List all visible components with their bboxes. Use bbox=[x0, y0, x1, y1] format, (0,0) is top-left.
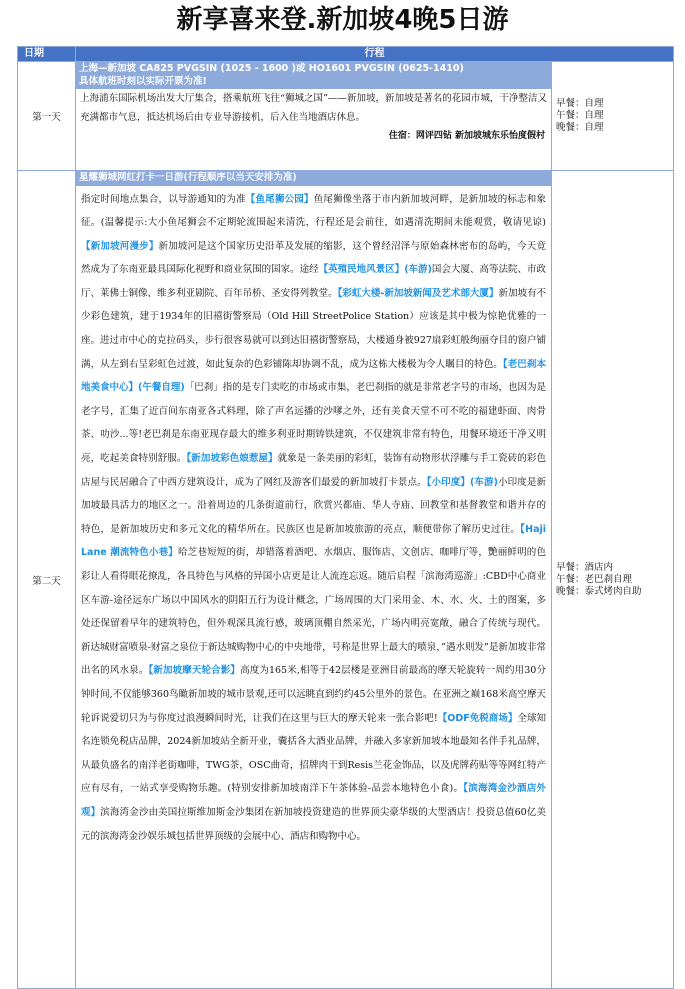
day2-meals bbox=[552, 171, 674, 989]
day1-accommodation: 住宿：网评四钻 新加坡城东乐怡度假村 bbox=[388, 131, 545, 141]
table-header-row bbox=[18, 47, 674, 62]
attraction-highlight: 【新加坡河漫步】 bbox=[81, 240, 159, 252]
day1-row bbox=[18, 62, 674, 171]
attraction-highlight: 【新加坡彩色娘惹屋】 bbox=[186, 453, 278, 465]
attraction-highlight: 【小印度】(车游) bbox=[426, 476, 498, 488]
itinerary-text: 哈芝巷短短的街，却错落着酒吧、水烟店、服饰店、文创店、咖啡厅等，艷丽鲜明的色彩让人看得眼花撩乱，各具特色与风格的异国小店更是让人流连忘返。随后启程「滨海湾巡游」:CBD中心商业区车游-途径远东广场以中国风水的阴阳五行为设计概念，广场周围的大门采用金、木、水、火、土的图案，多处还保留着早年的建筑特色，但外观深具流行感，玻璃顶棚自然采光，广场内明亮宽敞，融合了传统与现代。新达城财富喷泉-财富之泉位于新达城购物中心的中央地带，号称是世界上最大的喷泉，”遇水则发”是新加坡非常出名的风水泉。 bbox=[81, 547, 546, 677]
attraction-highlight: 【Haji Lane 潮流特色小巷】 bbox=[81, 523, 546, 559]
day2-content bbox=[76, 171, 552, 989]
itinerary-text: 小印度是新加坡最具活力的地区之一。沿着周边的几条街道前行，欣赏兴都庙、华人寺庙、回教堂和基督教堂和谐并存的特色，是新加坡历史和多元文化的精华所在。民族区也是新加坡旅游的亮点，顺便带你了解历史过往。 bbox=[81, 476, 546, 535]
page-title: 新享喜来登.新加坡4晚5日游 bbox=[176, 5, 509, 35]
day2-breakfast: 早餐：酒店内 bbox=[556, 561, 614, 573]
day1-description: 上海浦东国际机场出发大厅集合，搭乘航班飞往“狮城之国”——新加坡，新加坡是著名的花园市城，干净整洁又充满都市气息，抵达机场后由专业导游接机，后入住当地酒店休息。 bbox=[80, 93, 547, 123]
day1-flight-note: 具体航班时刻以实际开票为准! bbox=[79, 75, 207, 87]
day2-dinner: 晚餐：泰式烤肉自助 bbox=[556, 585, 642, 597]
itinerary-text: 「巴刹」指的是专门卖吃的市场或市集，老巴刹指的就是非常老字号的市场，也因为是老字号，汇集了近百间东南亚各式料理，除了声名远播的沙嗲之外，还有美食天堂不可不吃的福建虾面、肉骨茶、叻沙...等!老巴刹是东南亚现存最大的维多利亚时期铸铁建筑，不仅建筑非常有特色，用餐环境还干净又明亮，吃起美食特别舒服。 bbox=[81, 382, 546, 465]
day2-description bbox=[76, 186, 551, 849]
attraction-highlight: 【ODF免税商场】 bbox=[437, 712, 518, 724]
attraction-highlight: 【彩虹大楼-新加坡新闻及艺术部大厦】 bbox=[337, 287, 499, 299]
attraction-highlight: 【滨海湾金沙酒店外观】 bbox=[81, 783, 546, 818]
day1-lunch: 午餐：自理 bbox=[556, 110, 604, 121]
header-itinerary: 行程 bbox=[76, 47, 674, 62]
day1-dinner: 晚餐：自理 bbox=[556, 122, 604, 133]
itinerary-text: 全球知名连锁免税店品牌，2024新加坡站全新开业，囊括各大酒业品牌，并融入多家新加坡本地最知名伴手礼品牌，从最负盛名的南洋老街咖啡，TWG茶，OSC曲奇，招牌肉干到Resis兰花金饰品，以及虎牌药贴等等网红特产应有尽有，一站式享受购物乐趣。(特别安排新加坡南洋下午茶体验-品尝本地特色小食)。 bbox=[81, 712, 546, 795]
day1-breakfast: 早餐：自理 bbox=[556, 98, 604, 109]
day2-label: 第二天 bbox=[18, 171, 76, 989]
attraction-highlight: 【鱼尾狮公园】 bbox=[245, 193, 314, 205]
attraction-highlight: 【老巴刹本地美食中心】(午餐自理) bbox=[81, 358, 546, 394]
itinerary-text: 国会大厦、高等法院、市政厅、莱佛士铜像、维多利亚剧院、百年吊桥、圣安得列教堂。 bbox=[81, 264, 546, 299]
attraction-highlight: 【英殖民地风景区】(车游) bbox=[318, 264, 432, 276]
itinerary-table bbox=[17, 46, 674, 989]
day2-banner: 星耀狮城网红打卡一日游(行程顺序以当天安排为准) bbox=[76, 171, 551, 186]
day1-content bbox=[76, 62, 552, 171]
itinerary-text: 就象是一条美丽的彩虹，装饰有动物形状浮雕与手工瓷砖的彩色店屋与民居融合了中西方建筑设计，成为了网红及游客们最爱的新加坡打卡景点。 bbox=[81, 453, 546, 488]
itinerary-text: 鱼尾狮像坐落于市内新加坡河畔，是新加坡的标志和象征。(温馨提示:大小鱼尾狮会不定期轮流围起来清洗，行程还是会前往，如遇清洗期间未能观赏，敬请见谅) bbox=[81, 193, 546, 229]
header-date: 日期 bbox=[18, 47, 76, 62]
attraction-highlight: 【新加坡摩天轮合影】 bbox=[148, 665, 241, 677]
itinerary-text: 新加坡有不少彩色建筑，建于1934年的旧禧街警察局（Old Hill StreetPolice Station）应该是其中极为惊艳优雅的一座。进过市中心的克拉码头，步行很容易就可以到达旧禧街警察局，大楼通身被927扇彩虹般绚丽夺目的窗户铺满，从左到右呈彩虹色过渡，如此复杂的色彩铺陈却协调不乱，成为这栋大楼极为令人瞩目的特色。 bbox=[81, 287, 546, 370]
day2-row bbox=[18, 171, 674, 989]
day1-flight-line: 上海—新加坡 CA825 PVGSIN (1025 - 1600 )或 HO1601 PVGSIN (0625-1410) bbox=[79, 63, 464, 74]
itinerary-text: 指定时间地点集合，以导游通知的为准 bbox=[81, 193, 246, 205]
day1-flight-banner bbox=[76, 62, 551, 89]
day1-meals bbox=[552, 62, 674, 171]
itinerary-text: 高度为165米,相等于42层楼是亚洲目前最高的摩天轮旋转一周约用30分钟时间,不仅能够360鸟瞰新加坡的城市景观,还可以远眺直到约约45公里外的景色。在亚洲之巅168米高空摩天轮诉说爱切只为与你度过浪漫瞬间时光，让我们在这里与巨大的摩天轮来一张合影吧! bbox=[81, 665, 546, 724]
itinerary-text: 新加坡河是这个国家历史沿革及发展的缩影，这个曾经沼泽与原始森林密布的岛屿，今天竟然成为了东南亚最具国际化视野和商业氛围的国家。途经 bbox=[81, 240, 546, 276]
day2-lunch: 午餐：老巴刹自理 bbox=[556, 573, 633, 585]
itinerary-text: 滨海湾金沙由美国拉斯维加斯金沙集团在新加坡投资建造的世界顶尖豪华级的大型酒店！投资总值60亿美元的滨海湾金沙娱乐城包括世界顶级的会展中心、酒店和购物中心。 bbox=[81, 806, 546, 842]
day1-label: 第一天 bbox=[18, 62, 76, 171]
